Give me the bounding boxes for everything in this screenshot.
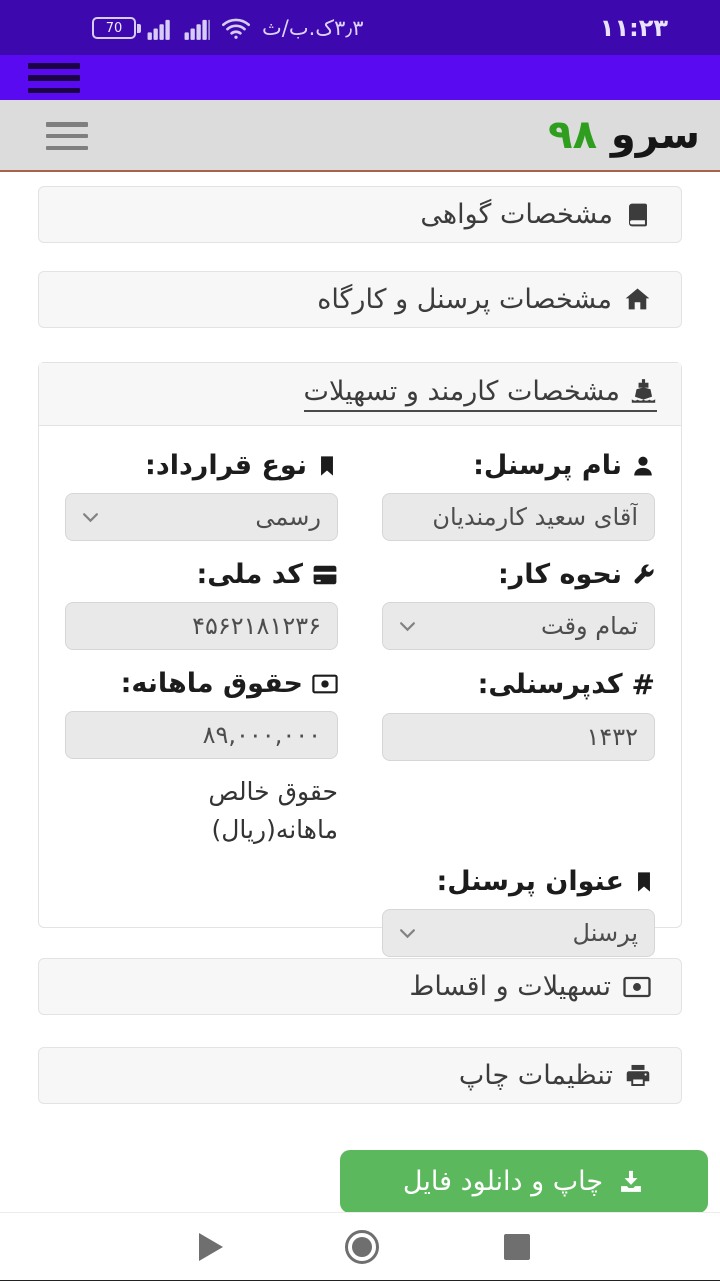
personnel-name-input[interactable] xyxy=(382,493,655,541)
section-title xyxy=(304,376,657,412)
field-national-code xyxy=(65,553,338,650)
field-personnel-code xyxy=(382,662,655,848)
empty-cell xyxy=(65,860,338,969)
chevron-down-icon xyxy=(82,512,99,523)
site-logo xyxy=(548,112,700,158)
hamburger-icon xyxy=(28,63,80,69)
status-icons xyxy=(92,13,363,43)
section-title-text: مشخصات کارمند و تسهیلات xyxy=(303,376,620,407)
salary-helper-text: حقوق خالص ماهانه(ریال) xyxy=(208,777,338,844)
accordion-personnel-workshop[interactable] xyxy=(38,271,682,328)
selected-value: رسمی xyxy=(255,503,321,531)
battery-percent: 70 xyxy=(105,20,123,36)
home-icon xyxy=(624,286,651,313)
field-work-mode xyxy=(382,553,655,650)
battery-icon xyxy=(92,17,136,39)
bookmark-icon xyxy=(633,870,655,894)
money-bill-icon xyxy=(623,975,651,999)
signal-icon xyxy=(147,16,173,40)
personnel-name-label: نام پرسنل: xyxy=(382,450,655,481)
status-time: ۱۱:۲۳ xyxy=(599,14,668,42)
accordion-label: تنظیمات چاپ xyxy=(458,1060,613,1091)
field-personnel-name xyxy=(382,444,655,541)
employee-form xyxy=(39,426,681,969)
monthly-salary-input[interactable] xyxy=(65,711,338,759)
accordion-label: مشخصات گواهی xyxy=(420,199,613,230)
nav-home-button[interactable] xyxy=(332,1213,392,1281)
hash-icon: # xyxy=(631,668,655,701)
selected-value: پرسنل xyxy=(572,919,638,947)
bookmark-icon xyxy=(316,454,338,478)
accordion-print-settings[interactable] xyxy=(38,1047,682,1104)
back-icon xyxy=(199,1233,223,1261)
site-header xyxy=(0,100,720,172)
signal-icon-2 xyxy=(184,16,210,40)
button-label: چاپ و دانلود فایل xyxy=(402,1166,604,1197)
recents-icon xyxy=(504,1234,530,1260)
field-contract-type xyxy=(65,444,338,541)
accordion-label: مشخصات پرسنل و کارگاه xyxy=(317,284,612,315)
hamburger-icon xyxy=(46,122,88,127)
sidebar-toggle-button[interactable] xyxy=(46,122,88,150)
app-menu-button[interactable] xyxy=(28,63,80,93)
national-code-input[interactable] xyxy=(65,602,338,650)
selected-value: تمام وقت xyxy=(541,612,638,640)
credit-card-icon xyxy=(312,563,338,587)
ship-icon xyxy=(630,378,657,405)
national-code-label: کد ملی: xyxy=(65,559,338,590)
monthly-salary-label: حقوق ماهانه: xyxy=(65,668,338,699)
personnel-code-input[interactable] xyxy=(382,713,655,761)
android-navbar xyxy=(0,1212,720,1280)
status-bar xyxy=(0,0,720,55)
contract-type-label: نوع قرارداد: xyxy=(65,450,338,481)
personnel-code-label: # کدپرسنلی: xyxy=(477,668,655,701)
chevron-down-icon xyxy=(399,928,416,939)
personnel-title-select[interactable] xyxy=(382,909,655,957)
field-personnel-title xyxy=(382,860,655,957)
work-mode-label: نحوه کار: xyxy=(382,559,655,590)
download-icon xyxy=(617,1168,645,1196)
accordion-employee-facilities[interactable] xyxy=(39,363,681,426)
home-circle-icon xyxy=(345,1230,379,1264)
accordion-label: تسهیلات و اقساط xyxy=(409,971,611,1002)
employee-facilities-card xyxy=(38,362,682,947)
print-download-button[interactable] xyxy=(340,1150,708,1213)
accordion-certificate[interactable] xyxy=(38,186,682,243)
logo-number: ۹۸ xyxy=(548,112,597,158)
nav-recents-button[interactable] xyxy=(487,1213,547,1281)
nav-back-button[interactable] xyxy=(185,1213,245,1281)
user-icon xyxy=(631,454,655,478)
money-bill-icon xyxy=(312,673,338,695)
personnel-title-label: عنوان پرسنل: xyxy=(382,866,655,897)
contract-type-select[interactable] xyxy=(65,493,338,541)
work-mode-select[interactable] xyxy=(382,602,655,650)
field-monthly-salary xyxy=(65,662,338,848)
logo-text: سرو xyxy=(596,112,700,158)
chevron-down-icon xyxy=(399,621,416,632)
wrench-icon xyxy=(631,563,655,587)
book-icon xyxy=(625,202,651,228)
printer-icon xyxy=(625,1063,651,1089)
accordion-installments[interactable] xyxy=(38,958,682,1015)
app-bar xyxy=(0,55,720,100)
network-speed: ۳٫۳ک.ب/ث xyxy=(262,16,364,40)
wifi-icon xyxy=(221,15,251,41)
